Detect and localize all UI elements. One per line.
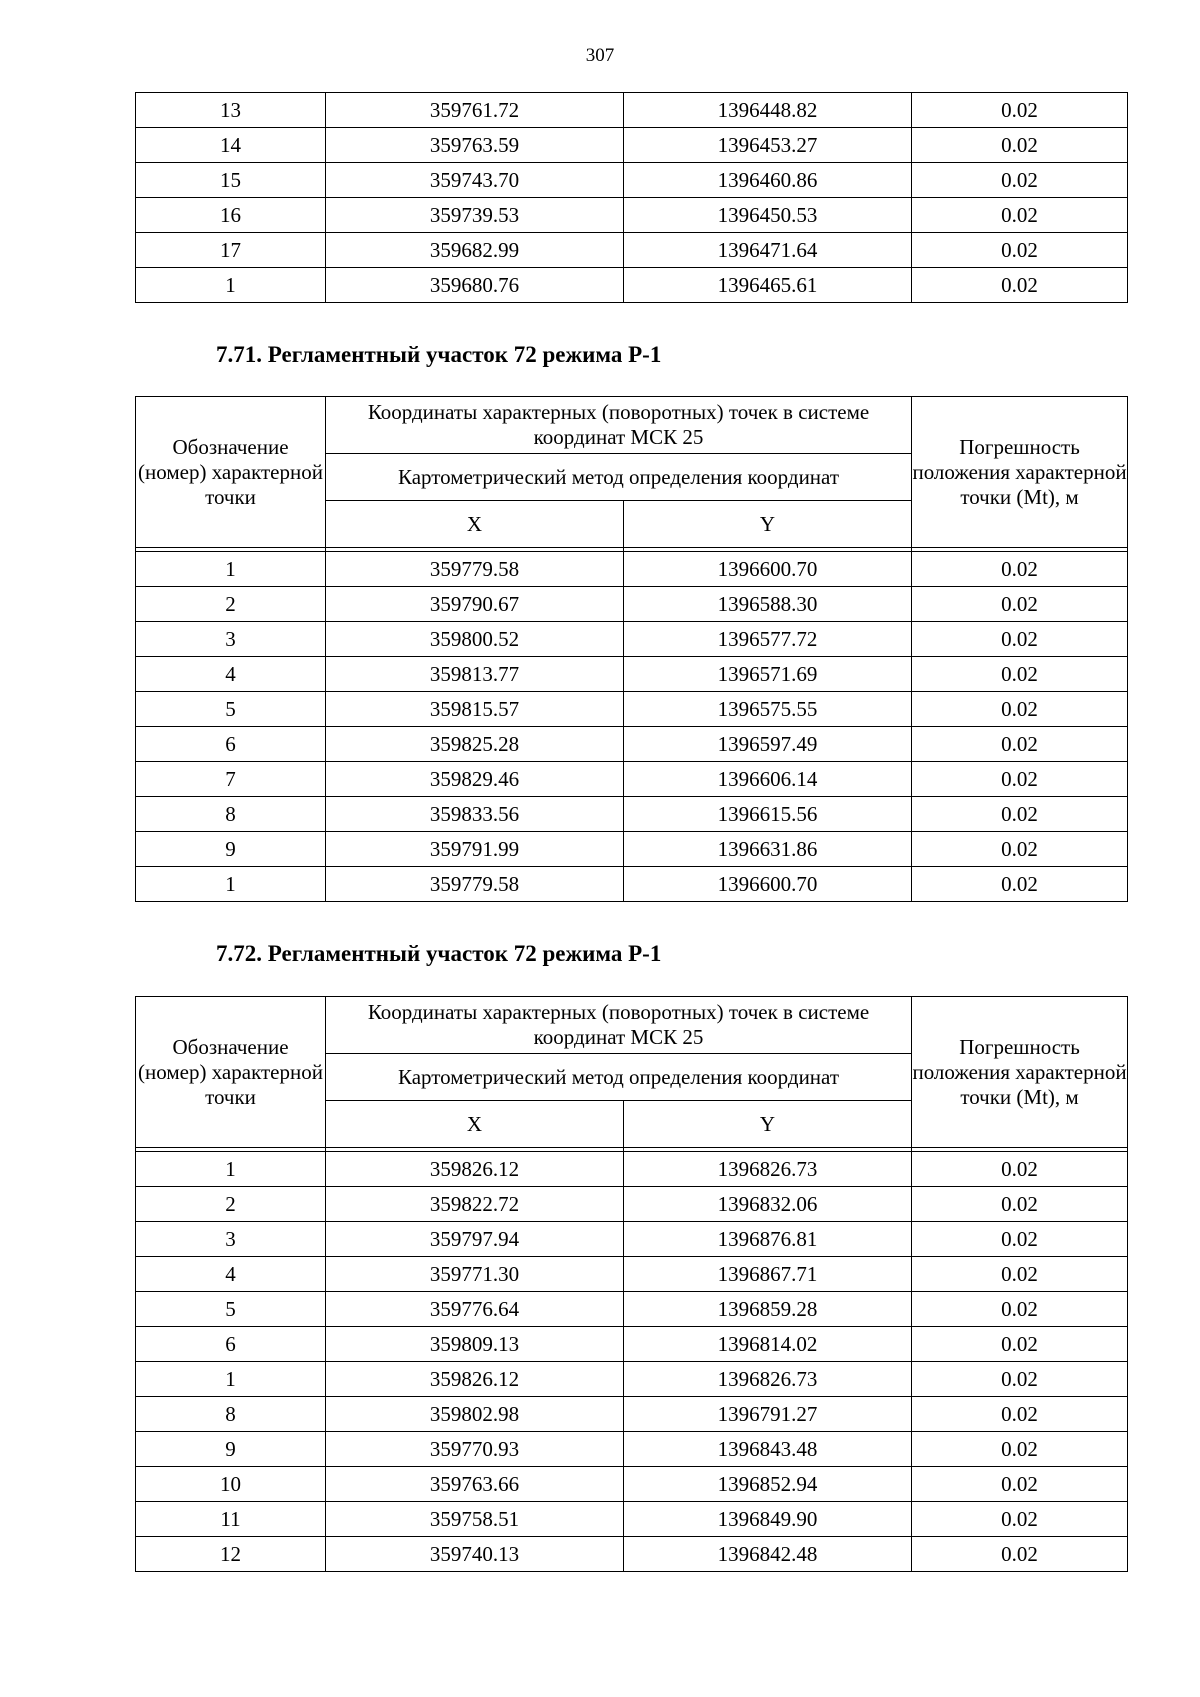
header-x: X (326, 501, 624, 548)
table-row (136, 1222, 1128, 1257)
point-number-cell: 12 (136, 1537, 326, 1572)
accuracy-cell: 0.02 (912, 1502, 1128, 1537)
table-row (136, 1362, 1128, 1397)
y-coordinate-cell: 1396453.27 (624, 128, 912, 163)
header-x: X (326, 1101, 624, 1148)
x-coordinate-cell: 359797.94 (326, 1222, 624, 1257)
x-coordinate-cell: 359770.93 (326, 1432, 624, 1467)
accuracy-cell: 0.02 (912, 93, 1128, 128)
y-coordinate-cell: 1396791.27 (624, 1397, 912, 1432)
y-coordinate-cell: 1396876.81 (624, 1222, 912, 1257)
point-number-cell: 2 (136, 587, 326, 622)
accuracy-cell: 0.02 (912, 1432, 1128, 1467)
x-coordinate-cell: 359771.30 (326, 1257, 624, 1292)
table-row (136, 622, 1128, 657)
x-coordinate-cell: 359776.64 (326, 1292, 624, 1327)
table-row (136, 1467, 1128, 1502)
x-coordinate-cell: 359826.12 (326, 1362, 624, 1397)
y-coordinate-cell: 1396577.72 (624, 622, 912, 657)
accuracy-cell: 0.02 (912, 1292, 1128, 1327)
y-coordinate-cell: 1396867.71 (624, 1257, 912, 1292)
table-row (136, 832, 1128, 867)
accuracy-cell: 0.02 (912, 762, 1128, 797)
x-coordinate-cell: 359790.67 (326, 587, 624, 622)
accuracy-cell: 0.02 (912, 797, 1128, 832)
table-row (136, 867, 1128, 902)
table-row (136, 163, 1128, 198)
accuracy-cell: 0.02 (912, 1537, 1128, 1572)
x-coordinate-cell: 359761.72 (326, 93, 624, 128)
x-coordinate-cell: 359740.13 (326, 1537, 624, 1572)
y-coordinate-cell: 1396852.94 (624, 1467, 912, 1502)
point-number-cell: 11 (136, 1502, 326, 1537)
table-row (136, 1292, 1128, 1327)
accuracy-cell: 0.02 (912, 1362, 1128, 1397)
point-number-cell: 10 (136, 1467, 326, 1502)
table-body (136, 1152, 1128, 1572)
x-coordinate-cell: 359682.99 (326, 233, 624, 268)
table-row (136, 1152, 1128, 1187)
header-coordinates: Координаты характерных (поворотных) точек в системе координат МСК 25 (326, 397, 912, 454)
page-number: 307 (585, 45, 615, 66)
table-row (136, 657, 1128, 692)
table-body (136, 93, 1128, 303)
point-number-cell: 2 (136, 1187, 326, 1222)
point-number-cell: 1 (136, 867, 326, 902)
point-number-cell: 9 (136, 1432, 326, 1467)
point-number-cell: 1 (136, 1152, 326, 1187)
x-coordinate-cell: 359680.76 (326, 268, 624, 303)
point-number-cell: 1 (136, 552, 326, 587)
point-number-cell: 1 (136, 268, 326, 303)
header-method: Картометрический метод определения координат (326, 454, 912, 501)
y-coordinate-cell: 1396597.49 (624, 727, 912, 762)
accuracy-cell: 0.02 (912, 587, 1128, 622)
y-coordinate-cell: 1396826.73 (624, 1152, 912, 1187)
x-coordinate-cell: 359800.52 (326, 622, 624, 657)
accuracy-cell: 0.02 (912, 163, 1128, 198)
table-body (136, 552, 1128, 902)
point-number-cell: 5 (136, 1292, 326, 1327)
point-number-cell: 8 (136, 1397, 326, 1432)
table-row (136, 1537, 1128, 1572)
header-point-designation: Обозначение (номер) характерной точки (136, 397, 326, 548)
y-coordinate-cell: 1396465.61 (624, 268, 912, 303)
section-heading-7-72: 7.72. Регламентный участок 72 режима Р-1 (216, 941, 662, 966)
y-coordinate-cell: 1396832.06 (624, 1187, 912, 1222)
x-coordinate-cell: 359791.99 (326, 832, 624, 867)
table-row (136, 552, 1128, 587)
coordinates-table-continued (135, 92, 1128, 303)
x-coordinate-cell: 359779.58 (326, 552, 624, 587)
x-coordinate-cell: 359763.66 (326, 1467, 624, 1502)
header-y: Y (624, 501, 912, 548)
section-heading-7-71: 7.71. Регламентный участок 72 режима Р-1 (216, 342, 662, 367)
accuracy-cell: 0.02 (912, 1327, 1128, 1362)
table-row (136, 93, 1128, 128)
point-number-cell: 17 (136, 233, 326, 268)
x-coordinate-cell: 359829.46 (326, 762, 624, 797)
point-number-cell: 3 (136, 622, 326, 657)
accuracy-cell: 0.02 (912, 622, 1128, 657)
point-number-cell: 7 (136, 762, 326, 797)
accuracy-cell: 0.02 (912, 727, 1128, 762)
header-coordinates: Координаты характерных (поворотных) точек в системе координат МСК 25 (326, 997, 912, 1054)
y-coordinate-cell: 1396843.48 (624, 1432, 912, 1467)
table-row (136, 587, 1128, 622)
y-coordinate-cell: 1396631.86 (624, 832, 912, 867)
point-number-cell: 9 (136, 832, 326, 867)
accuracy-cell: 0.02 (912, 268, 1128, 303)
table-row (136, 1327, 1128, 1362)
header-point-designation: Обозначение (номер) характерной точки (136, 997, 326, 1148)
header-method: Картометрический метод определения координат (326, 1054, 912, 1101)
table-row (136, 727, 1128, 762)
accuracy-cell: 0.02 (912, 1152, 1128, 1187)
y-coordinate-cell: 1396600.70 (624, 552, 912, 587)
accuracy-cell: 0.02 (912, 657, 1128, 692)
x-coordinate-cell: 359813.77 (326, 657, 624, 692)
accuracy-cell: 0.02 (912, 552, 1128, 587)
table-row (136, 233, 1128, 268)
x-coordinate-cell: 359833.56 (326, 797, 624, 832)
point-number-cell: 5 (136, 692, 326, 727)
x-coordinate-cell: 359815.57 (326, 692, 624, 727)
accuracy-cell: 0.02 (912, 233, 1128, 268)
x-coordinate-cell: 359822.72 (326, 1187, 624, 1222)
y-coordinate-cell: 1396826.73 (624, 1362, 912, 1397)
x-coordinate-cell: 359802.98 (326, 1397, 624, 1432)
x-coordinate-cell: 359758.51 (326, 1502, 624, 1537)
table-row (136, 1257, 1128, 1292)
x-coordinate-cell: 359743.70 (326, 163, 624, 198)
point-number-cell: 6 (136, 727, 326, 762)
x-coordinate-cell: 359779.58 (326, 867, 624, 902)
accuracy-cell: 0.02 (912, 832, 1128, 867)
table-row (136, 128, 1128, 163)
y-coordinate-cell: 1396859.28 (624, 1292, 912, 1327)
y-coordinate-cell: 1396606.14 (624, 762, 912, 797)
accuracy-cell: 0.02 (912, 692, 1128, 727)
table-row (136, 198, 1128, 233)
point-number-cell: 6 (136, 1327, 326, 1362)
header-accuracy: Погрешность положения характерной точки (Mt), м (912, 997, 1128, 1148)
header-y: Y (624, 1101, 912, 1148)
accuracy-cell: 0.02 (912, 1397, 1128, 1432)
accuracy-cell: 0.02 (912, 198, 1128, 233)
x-coordinate-cell: 359763.59 (326, 128, 624, 163)
y-coordinate-cell: 1396460.86 (624, 163, 912, 198)
accuracy-cell: 0.02 (912, 1222, 1128, 1257)
x-coordinate-cell: 359825.28 (326, 727, 624, 762)
table-row (136, 797, 1128, 832)
table-row (136, 1502, 1128, 1537)
y-coordinate-cell: 1396471.64 (624, 233, 912, 268)
y-coordinate-cell: 1396849.90 (624, 1502, 912, 1537)
point-number-cell: 16 (136, 198, 326, 233)
point-number-cell: 1 (136, 1362, 326, 1397)
table-row (136, 1432, 1128, 1467)
x-coordinate-cell: 359739.53 (326, 198, 624, 233)
coordinates-table-7-72 (135, 996, 1128, 1572)
point-number-cell: 4 (136, 1257, 326, 1292)
table-row (136, 1187, 1128, 1222)
accuracy-cell: 0.02 (912, 1467, 1128, 1502)
y-coordinate-cell: 1396842.48 (624, 1537, 912, 1572)
point-number-cell: 8 (136, 797, 326, 832)
point-number-cell: 4 (136, 657, 326, 692)
x-coordinate-cell: 359826.12 (326, 1152, 624, 1187)
accuracy-cell: 0.02 (912, 128, 1128, 163)
accuracy-cell: 0.02 (912, 1257, 1128, 1292)
accuracy-cell: 0.02 (912, 867, 1128, 902)
y-coordinate-cell: 1396588.30 (624, 587, 912, 622)
table-row (136, 1397, 1128, 1432)
x-coordinate-cell: 359809.13 (326, 1327, 624, 1362)
point-number-cell: 14 (136, 128, 326, 163)
table-row (136, 692, 1128, 727)
y-coordinate-cell: 1396448.82 (624, 93, 912, 128)
point-number-cell: 13 (136, 93, 326, 128)
accuracy-cell: 0.02 (912, 1187, 1128, 1222)
table-row (136, 268, 1128, 303)
point-number-cell: 3 (136, 1222, 326, 1257)
y-coordinate-cell: 1396571.69 (624, 657, 912, 692)
header-accuracy: Погрешность положения характерной точки (Mt), м (912, 397, 1128, 548)
y-coordinate-cell: 1396600.70 (624, 867, 912, 902)
y-coordinate-cell: 1396575.55 (624, 692, 912, 727)
y-coordinate-cell: 1396450.53 (624, 198, 912, 233)
table-row (136, 762, 1128, 797)
point-number-cell: 15 (136, 163, 326, 198)
y-coordinate-cell: 1396814.02 (624, 1327, 912, 1362)
coordinates-table-7-71 (135, 396, 1128, 902)
y-coordinate-cell: 1396615.56 (624, 797, 912, 832)
